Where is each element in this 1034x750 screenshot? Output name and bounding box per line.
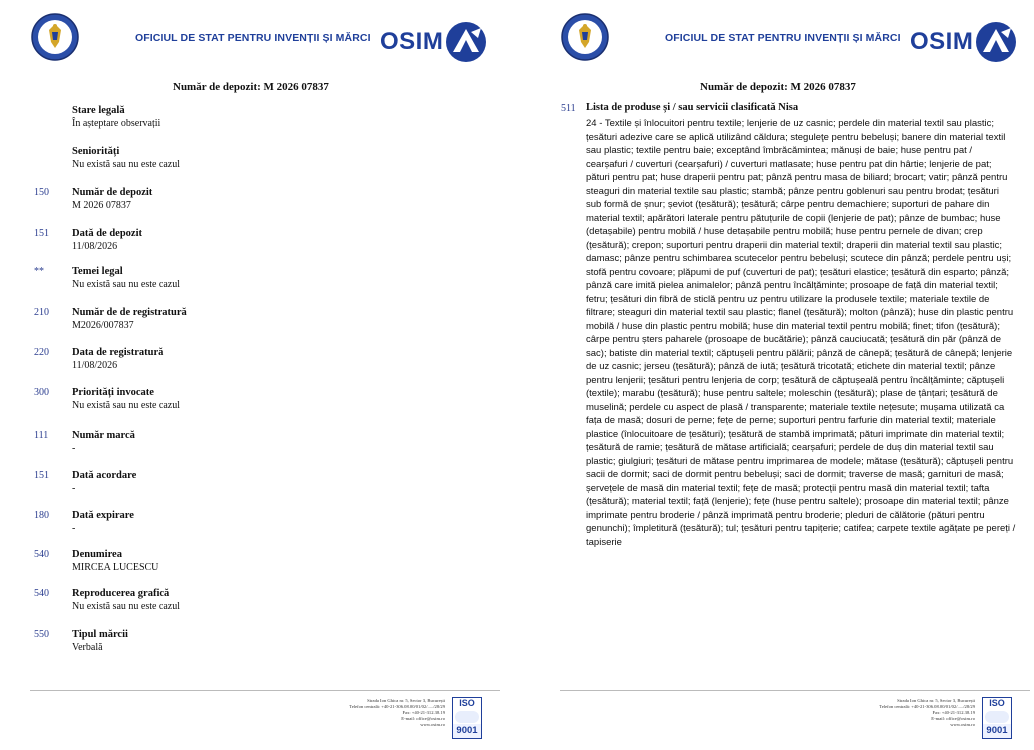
office-name: OFICIUL DE STAT PENTRU INVENȚII ȘI MĂRCI (665, 32, 901, 44)
field-value: - (72, 443, 76, 454)
field-label: Data de registratură (72, 347, 164, 358)
footer-email: E-mail: office@osim.ro (401, 716, 445, 721)
iso-certification-badge (452, 697, 482, 739)
field-value: 11/08/2026 (72, 360, 118, 371)
classification-text: 24 - Textile și înlocuitori pentru textile; lenjerie de uz casnic; perdele din material textil sau plastic; țesături adezive care se aplică utilizând căldura; steguleţe pentru bebeluși; banere din material textil sau plastic; textile pentru baie; exceptând îmbrăcămintea; mănuși de baie; huse pentru pat / cearșafuri / cuverturi (cearșafuri) / cuverturi matlasate; huse pentru pat din hârtie; lenjerie de pat; pături pentru pat; huse draperii pentru pat; pânză pentru masa de biliard; brocart; vatir; pânză pentru steaguri din material textile sau plastic; stambă; pânze pentru goblenuri sau pentru brodat; țesături sub formă de șnur; șeviot (țesătură); țesătură; cârpe pentru demachiere; suporturi de pahare din material textil; apărători laterale pentru pătuțurile de copii (lenjerie de pat); pânze de bumbac; huse (detașabile) pentru mobilă / huse detașabile pentru mobilă; huse pentru pernele de divan; crep (țesătură); crepon; suporturi pentru draperii din material textil; draperii din material textil sau plastic; damasc; pânze pentru schimbarea scutecelor pentru bebeluși; scutece din pânză; perdele pentru uși; stofă pentru covoare; plăpumi de puf (cuverturi de pat); țesături elastice; țesătură din esparto; pânză; pânză care imită pielea animalelor; pânză pentru încălțăminte; prosoape de față din material textil; fetru; țesături din fibră de sticlă pentru uz pentru utilizare la produsele textile; materiale textile de filtrare; steaguri din material textil sau plastic; flanel (țesătură); molton (pânză); huse din plastic pentru mobilă / huse din plastic pentru mobilă; huse din material textil pentru mobilă; finet; tifon (țesătură); cârpe pentru șters paharele (prosoape de bucătărie); pânză cauciucată; țesătură din păr (pânză de sac); batiste din material textil; căptușeli pentru pălării; pânză de cânepă; țesătură de cânepă; lenjerie de uz casnic; jerseu (țesătură); pânză de iută; țesătură tricotată; etichete din material textil; pânze pentru lenjerii; țesături pentru lenjeria de corp; țesătură de căptușeală pentru încălțăminte; căptușeli (textile); marabu (țesătură); huse pentru saltele; moleschin (țesătură); plase de țânțari; țesătură de muselină; perdele cu aspect de plasă / transparente; materiale textile nețesute; mușama utilizată ca fața de masă; dosuri de perne; fețe de perne; suporturi pentru farfurie din material textil; materiale plastice (înlocuitoare de țesături); țesătură de stambă imprimată; pături imprimate din material textil; țesătură de ramie; țesătură de mătase artificială; cearșafuri; perdele de duș din material textil sau plastic; giulgiuri; țesături de mătase pentru imprimarea de modele; mătase (țesătură); căptușeli pentru sacii de dormit; saci de dormit pentru bebeluși; saci de dormit; traverse de masă; garnituri de masă; șervețele de masă din material textil; fețe de masă; protecții pentru masă din material textil; tafta (țesătură); material textil; față (lenjerie); fețe (huse pentru saltele); prosoape din material textil; pânze imprimate pentru broderie / pânză imprimată pentru broderie; pleduri de călătorie (pături pentru genunchi); împletitură (țesătură); tul; țesături pentru tapițerie; catifea; carpete textile agățate pe pereți / tapiserie (586, 118, 1016, 548)
field-value: - (72, 523, 76, 534)
osim-brand-text: OSIM (380, 28, 444, 55)
iso-number: 9001 (453, 724, 481, 738)
footer-web: www.osim.ro (420, 722, 445, 727)
field-value: Verbală (72, 642, 103, 653)
field-code: 150 (34, 187, 49, 198)
iso-certification-badge (982, 697, 1012, 739)
field-label: Temei legal (72, 266, 123, 277)
field-label: Dată acordare (72, 470, 137, 481)
iso-label: ISO (459, 698, 475, 708)
iso-swoosh-icon (985, 711, 1009, 723)
field-value: - (72, 483, 76, 494)
footer-email: E-mail: office@osim.ro (931, 716, 975, 721)
field-label: Dată expirare (72, 510, 134, 521)
field-label: Seniorități (72, 146, 120, 157)
footer-address: Strada Ion Ghica nr. 5, Sector 3, București (367, 698, 445, 703)
osim-emblem-icon (973, 20, 1019, 64)
field-code: 210 (34, 307, 49, 318)
field-label: Priorități invocate (72, 387, 154, 398)
field-code: 300 (34, 387, 49, 398)
field-label: Stare legală (72, 105, 125, 116)
field-code: 180 (34, 510, 49, 521)
field-code: 540 (34, 549, 49, 560)
field-label: Număr de de registratură (72, 307, 187, 318)
field-label: Denumirea (72, 549, 122, 560)
footer-web: www.osim.ro (950, 722, 975, 727)
government-crest-icon (30, 12, 80, 62)
field-code: 220 (34, 347, 49, 358)
field-value: M2026/007837 (72, 320, 134, 331)
osim-logo (380, 20, 490, 64)
field-value: În așteptare observații (72, 118, 161, 129)
field-label: Număr de depozit (72, 187, 153, 198)
field-code: 151 (34, 228, 49, 239)
footer-divider (30, 690, 500, 691)
footer-phone: Telefon centrală: +40-21-306.08.00/01/02/...../28/29 (879, 704, 975, 709)
field-label: Dată de depozit (72, 228, 142, 239)
field-value: Nu există sau nu este cazul (72, 601, 181, 612)
government-crest-icon (560, 12, 610, 62)
field-label: Tipul mărcii (72, 629, 128, 640)
field-value: Nu există sau nu este cazul (72, 400, 181, 411)
field-value: 11/08/2026 (72, 241, 118, 252)
field-code: 151 (34, 470, 49, 481)
page-footer (295, 698, 445, 728)
footer-divider (560, 690, 1030, 691)
field-code: 540 (34, 588, 49, 599)
field-value: Nu există sau nu este cazul (72, 279, 181, 290)
classification-code: 511 (561, 103, 576, 114)
page-footer (825, 698, 975, 728)
osim-logo (910, 20, 1020, 64)
document-page-left (20, 0, 520, 750)
field-value: M 2026 07837 (72, 200, 131, 211)
classification-label: Lista de produse și / sau servicii clasificată Nisa (586, 102, 799, 113)
field-value: MIRCEA LUCESCU (72, 562, 159, 573)
page-header (560, 12, 1030, 64)
iso-swoosh-icon (455, 711, 479, 723)
field-code: 111 (34, 430, 49, 441)
field-code: ** (34, 266, 44, 277)
document-page-right (550, 0, 1034, 750)
page-header (30, 12, 500, 64)
osim-emblem-icon (443, 20, 489, 64)
deposit-title: Număr de depozit: M 2026 07837 (700, 81, 856, 93)
footer-fax: Fax: +40-21-312.38.19 (402, 710, 445, 715)
field-code: 550 (34, 629, 49, 640)
osim-brand-text: OSIM (910, 28, 974, 55)
footer-address: Strada Ion Ghica nr. 5, Sector 3, București (897, 698, 975, 703)
iso-label: ISO (989, 698, 1005, 708)
field-value: Nu există sau nu este cazul (72, 159, 181, 170)
footer-phone: Telefon centrală: +40-21-306.08.00/01/02/...../28/29 (349, 704, 445, 709)
field-label: Număr marcă (72, 430, 135, 441)
field-label: Reproducerea grafică (72, 588, 170, 599)
iso-number: 9001 (983, 724, 1011, 738)
deposit-title: Număr de depozit: M 2026 07837 (173, 81, 329, 93)
footer-fax: Fax: +40-21-312.38.19 (932, 710, 975, 715)
office-name: OFICIUL DE STAT PENTRU INVENȚII ȘI MĂRCI (135, 32, 371, 44)
